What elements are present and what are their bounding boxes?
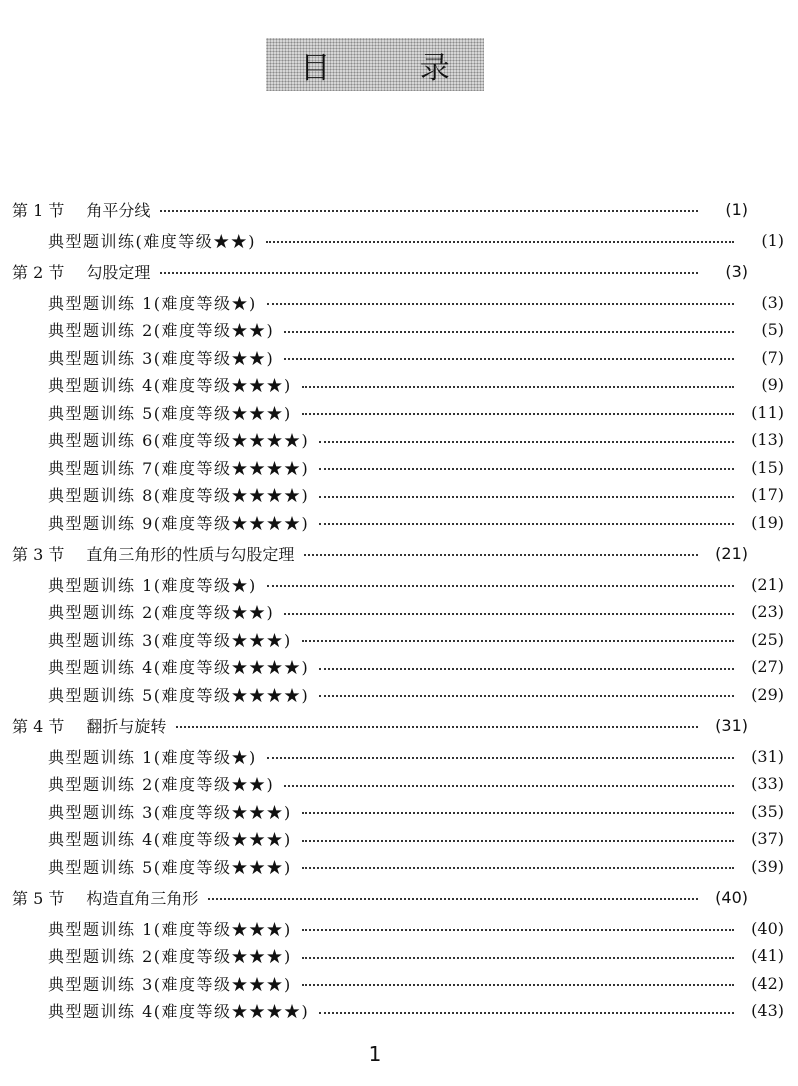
dot-leader xyxy=(319,1012,734,1014)
toc-sub-entry[interactable] xyxy=(0,428,798,452)
page-ref: (5) xyxy=(761,320,784,339)
exercise-title: 典型题训练 7(难度等级★★★★) xyxy=(48,458,310,478)
toc-title: 目 录 xyxy=(300,50,490,86)
exercise-title: 典型题训练 2(难度等级★★) xyxy=(48,775,275,794)
toc-sub-entry[interactable] xyxy=(0,971,798,995)
page-ref: (27) xyxy=(751,657,784,676)
dot-leader xyxy=(302,929,734,931)
dot-leader xyxy=(267,303,734,305)
exercise-title: 典型题训练 9(难度等级★★★★) xyxy=(48,513,310,533)
dot-leader xyxy=(176,726,698,728)
exercise-title: 典型题训练 3(难度等级★★★) xyxy=(48,630,292,650)
toc-sub-entry[interactable] xyxy=(0,854,798,878)
exercise-title: 典型题训练 2(难度等级★★) xyxy=(48,603,275,622)
dot-leader xyxy=(302,812,734,814)
page-ref: (41) xyxy=(751,946,784,965)
exercise-title: 典型题训练 5(难度等级★★★★) xyxy=(48,685,310,705)
toc-section-entry[interactable] xyxy=(0,197,762,221)
page-ref: (35) xyxy=(751,801,784,821)
page-ref: (40) xyxy=(715,887,748,907)
dot-leader xyxy=(160,272,698,274)
dot-leader xyxy=(302,867,734,869)
dot-leader xyxy=(319,523,734,525)
exercise-title: 典型题训练 4(难度等级★★★) xyxy=(48,830,292,849)
toc-sub-entry[interactable] xyxy=(0,373,798,397)
page-ref: (29) xyxy=(751,684,784,704)
dot-leader xyxy=(304,554,698,556)
dot-leader xyxy=(284,358,734,360)
exercise-title: 典型题训练 1(难度等级★) xyxy=(48,575,257,595)
toc-section-entry[interactable] xyxy=(0,885,762,909)
toc-sub-entry[interactable] xyxy=(0,600,798,624)
toc-sub-entry[interactable] xyxy=(0,944,798,968)
page-ref: (43) xyxy=(751,1001,784,1020)
exercise-title: 典型题训练 3(难度等级★★★) xyxy=(48,802,292,822)
page-ref: (3) xyxy=(761,292,784,312)
dot-leader xyxy=(302,413,734,415)
page-ref: (31) xyxy=(715,715,748,735)
section-number: 第 3 节 xyxy=(12,544,65,564)
page-ref: (17) xyxy=(751,485,784,504)
toc-sub-entry[interactable] xyxy=(0,827,798,851)
toc-sub-entry[interactable] xyxy=(0,799,798,823)
page-ref: (23) xyxy=(751,602,784,621)
dot-leader xyxy=(284,331,734,333)
exercise-title: 典型题训练 4(难度等级★★★★) xyxy=(48,1002,310,1021)
dot-leader xyxy=(160,210,698,212)
toc-sub-entry[interactable] xyxy=(0,400,798,424)
page-ref: (9) xyxy=(761,375,784,394)
dot-leader xyxy=(302,840,734,842)
dot-leader xyxy=(267,757,734,759)
dot-leader xyxy=(302,386,734,388)
exercise-title: 典型题训练 8(难度等级★★★★) xyxy=(48,486,310,505)
page-ref: (1) xyxy=(725,199,748,219)
section-title: 构造直角三角形 xyxy=(86,888,199,908)
toc-sub-entry[interactable] xyxy=(0,483,798,507)
page-ref: (39) xyxy=(751,856,784,876)
dot-leader xyxy=(302,984,734,986)
toc-sub-entry[interactable] xyxy=(0,345,798,369)
section-title: 直角三角形的性质与勾股定理 xyxy=(86,544,295,564)
page-ref: (15) xyxy=(751,457,784,477)
exercise-title: 典型题训练 4(难度等级★★★) xyxy=(48,376,292,395)
dot-leader xyxy=(302,957,734,959)
toc-title-box xyxy=(266,38,490,91)
section-number: 第 4 节 xyxy=(12,716,65,736)
dot-leader xyxy=(208,898,698,900)
dot-leader xyxy=(319,468,734,470)
section-title: 勾股定理 xyxy=(86,262,151,282)
exercise-title: 典型题训练 6(难度等级★★★★) xyxy=(48,431,310,450)
page-ref: (21) xyxy=(715,543,748,563)
toc-sub-entry[interactable] xyxy=(0,510,798,534)
page-ref: (3) xyxy=(725,261,748,281)
toc-section-entry[interactable] xyxy=(0,259,762,283)
toc-sub-entry[interactable] xyxy=(0,655,798,679)
page-ref: (40) xyxy=(751,918,784,938)
toc-sub-entry[interactable] xyxy=(0,318,798,342)
page-ref: (25) xyxy=(751,629,784,649)
dot-leader xyxy=(266,241,734,243)
section-title: 角平分线 xyxy=(86,200,151,220)
toc-sub-entry[interactable] xyxy=(0,744,798,768)
toc-sub-entry[interactable] xyxy=(0,455,798,479)
section-number: 第 1 节 xyxy=(12,200,65,220)
page-ref: (37) xyxy=(751,829,784,848)
toc-sub-entry[interactable] xyxy=(0,290,798,314)
toc-sub-entry[interactable] xyxy=(0,572,798,596)
exercise-title: 典型题训练 4(难度等级★★★★) xyxy=(48,658,310,677)
page-number: 1 xyxy=(368,1042,382,1066)
dot-leader xyxy=(319,441,734,443)
toc-sub-entry[interactable] xyxy=(0,916,798,940)
exercise-title: 典型题训练 5(难度等级★★★) xyxy=(48,857,292,877)
page-ref: (21) xyxy=(751,574,784,594)
exercise-title: 典型题训练 2(难度等级★★★) xyxy=(48,947,292,966)
exercise-title: 典型题训练 1(难度等级★★★) xyxy=(48,919,292,939)
toc-sub-entry[interactable] xyxy=(0,999,798,1023)
toc-sub-entry[interactable] xyxy=(0,682,798,706)
toc-section-entry[interactable] xyxy=(0,541,762,565)
dot-leader xyxy=(319,668,734,670)
page-ref: (31) xyxy=(751,746,784,766)
page-ref: (1) xyxy=(761,230,784,250)
toc-sub-entry[interactable] xyxy=(0,772,798,796)
section-number: 第 2 节 xyxy=(12,262,65,282)
section-title: 翻折与旋转 xyxy=(86,716,167,736)
toc-section-entry[interactable] xyxy=(0,713,762,737)
page-ref: (7) xyxy=(761,347,784,367)
dot-leader xyxy=(267,585,734,587)
page-ref: (11) xyxy=(751,402,784,422)
dot-leader xyxy=(319,695,734,697)
exercise-title: 典型题训练 3(难度等级★★★) xyxy=(48,974,292,994)
exercise-title: 典型题训练(难度等级★★) xyxy=(48,231,256,251)
exercise-title: 典型题训练 1(难度等级★) xyxy=(48,293,257,313)
exercise-title: 典型题训练 5(难度等级★★★) xyxy=(48,403,292,423)
exercise-title: 典型题训练 3(难度等级★★) xyxy=(48,348,275,368)
toc-sub-entry[interactable] xyxy=(0,228,798,252)
page-ref: (33) xyxy=(751,774,784,793)
exercise-title: 典型题训练 2(难度等级★★) xyxy=(48,321,275,340)
toc-sub-entry[interactable] xyxy=(0,627,798,651)
dot-leader xyxy=(302,640,734,642)
exercise-title: 典型题训练 1(难度等级★) xyxy=(48,747,257,767)
dot-leader xyxy=(319,496,734,498)
page-ref: (13) xyxy=(751,430,784,449)
dot-leader xyxy=(284,613,734,615)
dot-leader xyxy=(284,785,734,787)
section-number: 第 5 节 xyxy=(12,888,65,908)
page-ref: (19) xyxy=(751,512,784,532)
page-ref: (42) xyxy=(751,973,784,993)
